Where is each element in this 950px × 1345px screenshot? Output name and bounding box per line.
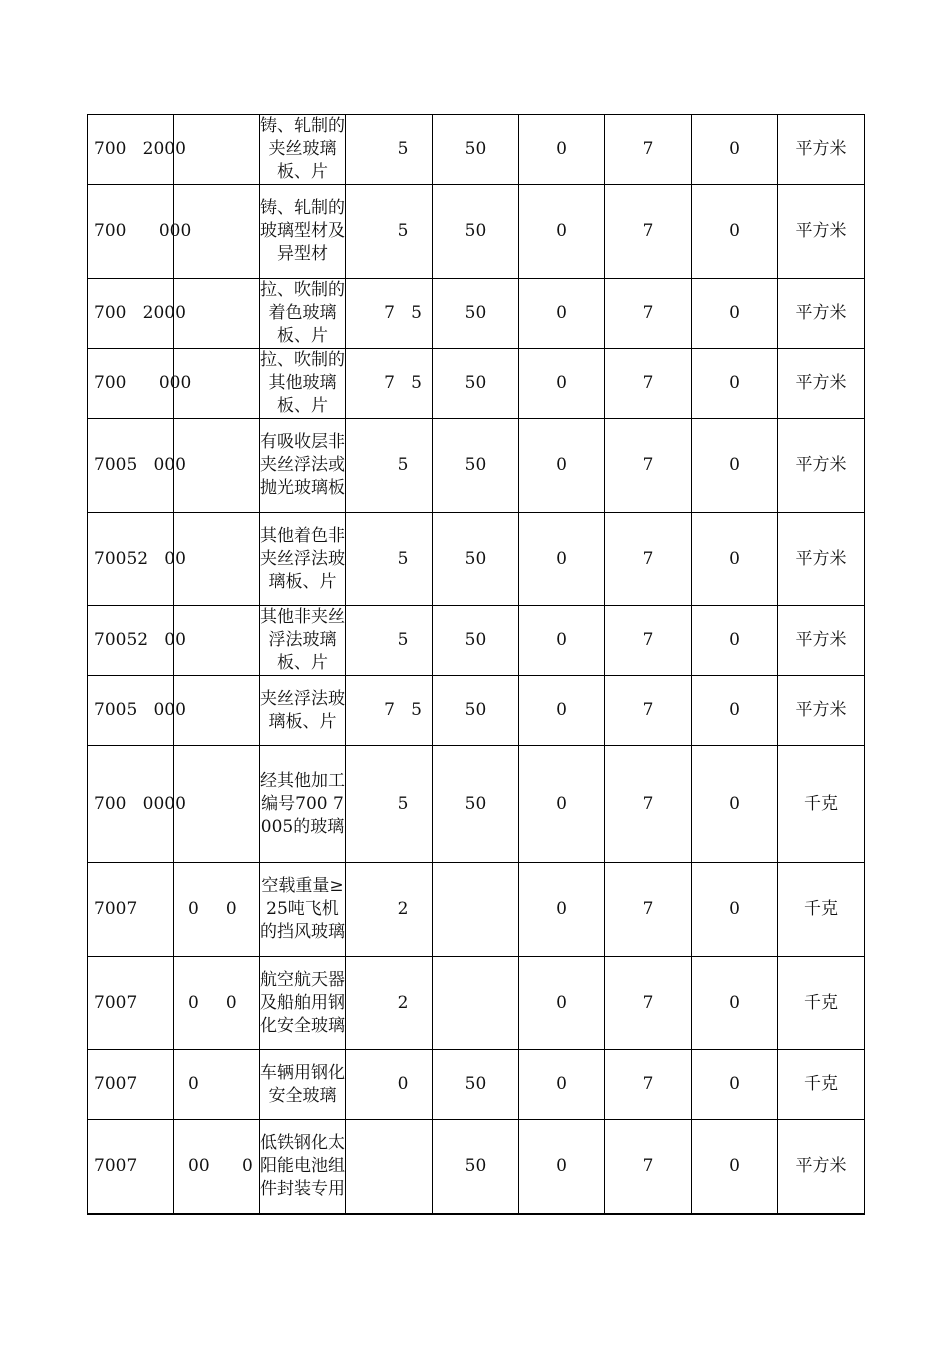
value-cell [605,349,692,419]
rate-cell [346,676,433,746]
table-row [88,1120,865,1214]
rate-cell-text: 7 5 [384,303,422,323]
general-rate-cell [433,349,519,419]
value-cell [692,279,778,349]
description-cell-text: 有吸收层非夹丝浮法或抛光玻璃板 [260,432,345,498]
hs-code-cell-text: 7007 [94,899,138,919]
hs-code-cell-text: 700 000 [94,373,192,393]
general-rate-cell [433,863,519,957]
unit-cell-text: 平方米 [795,221,847,241]
unit-cell-text: 千克 [804,899,838,919]
value-cell [519,606,605,676]
table-row [88,957,865,1050]
value-cell-text: 0 [556,1155,567,1176]
value-cell-text: 0 [556,700,567,720]
unit-cell [778,279,865,349]
value-cell-text: 0 [556,899,567,919]
value-cell-text: 0 [729,1155,740,1176]
sub-code-cell-text: 00 0 [188,1155,253,1176]
sub-code-cell [174,279,260,349]
value-cell-text: 7 [642,992,654,1013]
general-rate-cell [433,957,519,1050]
value-cell-text: 7 [642,1155,654,1176]
value-cell [692,349,778,419]
general-rate-cell-text: 50 [464,1074,487,1094]
value-cell [692,676,778,746]
value-cell [519,957,605,1050]
sub-code-cell [174,606,260,676]
general-rate-cell-text: 50 [464,793,487,814]
sub-code-cell-text: 0 0 [188,899,237,919]
value-cell-text: 0 [729,793,740,814]
value-cell-text: 0 [556,793,567,814]
sub-code-cell [174,957,260,1050]
hs-code-cell [88,957,174,1050]
hs-code-cell-text: 7007 [94,1074,138,1094]
description-cell-text: 其他着色非夹丝浮法玻璃板、片 [260,525,345,592]
value-cell-text: 0 [729,548,740,569]
sub-code-cell-text: 0 0 [188,992,237,1013]
value-cell-text: 7 [642,700,654,720]
description-cell-text: 低铁钢化太阳能电池组件封装专用 [260,1132,345,1199]
hs-code-cell-text: 70052 00 [94,548,186,569]
value-cell-text: 7 [642,548,654,569]
rate-cell [346,185,433,279]
table-row [88,513,865,606]
sub-code-cell [174,746,260,863]
table-row [88,746,865,863]
unit-cell [778,349,865,419]
general-rate-cell [433,279,519,349]
value-cell-text: 0 [556,373,567,393]
value-cell-text: 7 [642,899,654,919]
general-rate-cell-text: 50 [464,373,487,393]
description-cell [260,1050,346,1120]
hs-code-cell [88,1050,174,1120]
value-cell [519,1050,605,1120]
unit-cell-text: 平方米 [795,373,847,393]
value-cell [605,863,692,957]
value-cell-text: 0 [729,303,740,323]
value-cell-text: 0 [556,455,567,475]
unit-cell-text: 平方米 [795,455,847,475]
general-rate-cell-text: 50 [464,455,487,475]
hs-code-cell [88,279,186,349]
unit-cell [778,115,865,185]
rate-cell-text: 5 [397,548,409,569]
table-row [88,676,865,746]
value-cell [605,279,692,349]
sub-code-cell [174,513,260,606]
general-rate-cell [433,676,519,746]
rate-cell [346,419,433,513]
sub-code-cell [174,115,260,185]
description-cell [260,676,346,746]
rate-cell-text: 7 5 [384,373,422,393]
rate-cell [346,606,433,676]
description-cell [260,513,346,606]
hs-code-cell-text: 7007 [94,992,138,1013]
value-cell-text: 0 [729,139,740,159]
general-rate-cell-text: 50 [464,630,487,650]
general-rate-cell [433,185,519,279]
description-cell-text: 其他非夹丝浮法玻璃板、片 [260,607,345,673]
value-cell-text: 0 [729,1074,740,1094]
unit-cell [778,676,865,746]
unit-cell-text: 千克 [804,793,838,814]
general-rate-cell-text: 50 [464,303,487,323]
value-cell [519,863,605,957]
value-cell-text: 0 [556,630,567,650]
sub-code-cell [174,1050,260,1120]
value-cell-text: 7 [642,139,654,159]
value-cell-text: 0 [556,139,567,159]
value-cell [605,115,692,185]
rate-cell [346,279,433,349]
rate-cell [346,746,433,863]
description-cell-text: 铸、轧制的玻璃型材及异型材 [260,198,345,264]
value-cell [605,1050,692,1120]
description-cell-text: 夹丝浮法玻璃板、片 [260,688,345,732]
description-cell [260,746,346,863]
rate-cell [346,1050,433,1120]
general-rate-cell [433,1050,519,1120]
table-row [88,419,865,513]
table-row [88,606,865,676]
unit-cell-text: 平方米 [795,700,847,720]
description-cell-text: 铸、轧制的夹丝玻璃板、片 [260,116,345,182]
value-cell [519,279,605,349]
value-cell-text: 0 [556,548,567,569]
value-cell [605,513,692,606]
rate-cell-text: 5 [397,630,409,650]
sub-code-cell [174,419,260,513]
description-cell-text: 车辆用钢化安全玻璃 [260,1062,345,1106]
value-cell-text: 7 [642,630,654,650]
value-cell [605,606,692,676]
hs-code-cell [88,606,186,676]
description-cell-text: 经其他加工编号700 7005的玻璃 [260,770,345,837]
value-cell [519,349,605,419]
hs-code-cell-text: 700 2000 [94,303,186,323]
rate-cell-text: 7 5 [384,700,422,720]
unit-cell [778,185,865,279]
rate-cell-text: 2 [397,992,409,1013]
general-rate-cell [433,746,519,863]
sub-code-cell [174,863,260,957]
value-cell [605,676,692,746]
hs-code-cell [88,676,186,746]
hs-code-cell-text: 700 2000 [94,139,186,159]
description-cell [260,863,346,957]
hs-code-cell-text: 7005 000 [94,700,186,720]
description-cell-text: 拉、吹制的着色玻璃板、片 [260,280,345,346]
value-cell [692,863,778,957]
rate-cell-text: 5 [397,455,409,475]
hs-code-cell [88,746,186,863]
sub-code-cell [174,185,260,279]
hs-code-cell [88,513,186,606]
value-cell [519,115,605,185]
hs-code-cell [88,115,186,185]
description-cell [260,115,346,185]
value-cell [605,419,692,513]
value-cell-text: 7 [642,1074,654,1094]
hs-code-cell-text: 7007 [94,1155,138,1176]
general-rate-cell-text: 50 [464,1155,487,1176]
table-row [88,863,865,957]
unit-cell-text: 平方米 [795,548,847,569]
unit-cell [778,606,865,676]
value-cell-text: 0 [729,373,740,393]
value-cell-text: 0 [556,992,567,1013]
value-cell-text: 0 [729,455,740,475]
value-cell [519,419,605,513]
table-row [88,185,865,279]
value-cell [605,746,692,863]
unit-cell-text: 平方米 [795,1155,847,1176]
general-rate-cell [433,606,519,676]
unit-cell-text: 平方米 [795,630,847,650]
value-cell-text: 0 [556,221,567,241]
description-cell [260,279,346,349]
description-cell [260,1120,346,1214]
value-cell [692,746,778,863]
general-rate-cell-text: 50 [464,548,487,569]
unit-cell [778,419,865,513]
value-cell [519,746,605,863]
general-rate-cell-text: 50 [464,221,487,241]
sub-code-cell [174,1120,260,1214]
general-rate-cell-text: 50 [464,139,487,159]
description-cell [260,606,346,676]
table-row [88,1050,865,1120]
sub-code-cell [174,676,260,746]
rate-cell [346,349,433,419]
description-cell [260,957,346,1050]
rate-cell-text: 5 [397,221,409,241]
value-cell-text: 7 [642,303,654,323]
hs-code-cell [88,185,192,279]
value-cell-text: 0 [556,1074,567,1094]
rate-cell [346,863,433,957]
unit-cell [778,1050,865,1120]
value-cell [519,513,605,606]
hs-code-cell-text: 7005 000 [94,455,186,475]
hs-code-cell [88,863,174,957]
value-cell [692,606,778,676]
value-cell-text: 7 [642,793,654,814]
sub-code-cell-text: 0 [188,1074,199,1094]
table-row [88,115,865,185]
table-row [88,279,865,349]
rate-cell-text: 5 [397,793,409,814]
value-cell-text: 7 [642,373,654,393]
rate-cell-text: 0 [397,1074,409,1094]
unit-cell-text: 千克 [804,1074,838,1094]
value-cell-text: 0 [729,992,740,1013]
description-cell [260,419,346,513]
value-cell [692,419,778,513]
unit-cell [778,513,865,606]
general-rate-cell-text: 50 [464,700,487,720]
hs-code-cell-text: 700 000 [94,221,192,241]
description-cell-text: 空载重量≥25吨飞机的挡风玻璃 [260,876,345,942]
general-rate-cell [433,513,519,606]
value-cell [692,1120,778,1214]
value-cell-text: 0 [556,303,567,323]
value-cell [519,185,605,279]
unit-cell [778,863,865,957]
value-cell [519,676,605,746]
unit-cell [778,746,865,863]
value-cell-text: 0 [729,700,740,720]
rate-cell [346,957,433,1050]
description-cell [260,349,346,419]
hs-code-cell [88,419,186,513]
general-rate-cell [433,419,519,513]
value-cell [605,185,692,279]
value-cell [692,513,778,606]
general-rate-cell [433,1120,519,1214]
hs-code-cell-text: 70052 00 [94,630,186,650]
rate-cell-text: 5 [397,139,409,159]
description-cell-text: 拉、吹制的其他玻璃板、片 [260,350,345,416]
unit-cell [778,1120,865,1214]
value-cell-text: 7 [642,221,654,241]
unit-cell-text: 平方米 [795,139,847,159]
description-cell [260,185,346,279]
value-cell [692,185,778,279]
value-cell [605,1120,692,1214]
value-cell-text: 7 [642,455,654,475]
value-cell-text: 0 [729,630,740,650]
table-row [88,349,865,419]
value-cell [605,957,692,1050]
value-cell [692,1050,778,1120]
value-cell-text: 0 [729,899,740,919]
description-cell-text: 航空航天器及船舶用钢化安全玻璃 [260,969,345,1036]
rate-cell-text: 2 [397,899,409,919]
unit-cell-text: 千克 [804,992,838,1013]
hs-code-cell-text: 700 0000 [94,793,186,814]
hs-code-cell [88,1120,174,1214]
rate-cell [346,1120,433,1214]
hs-code-cell [88,349,192,419]
tariff-table [87,114,865,1215]
value-cell-text: 0 [729,221,740,241]
value-cell [692,957,778,1050]
sub-code-cell [174,349,260,419]
rate-cell [346,513,433,606]
rate-cell [346,115,433,185]
value-cell [692,115,778,185]
general-rate-cell [433,115,519,185]
unit-cell-text: 平方米 [795,303,847,323]
unit-cell [778,957,865,1050]
value-cell [519,1120,605,1214]
